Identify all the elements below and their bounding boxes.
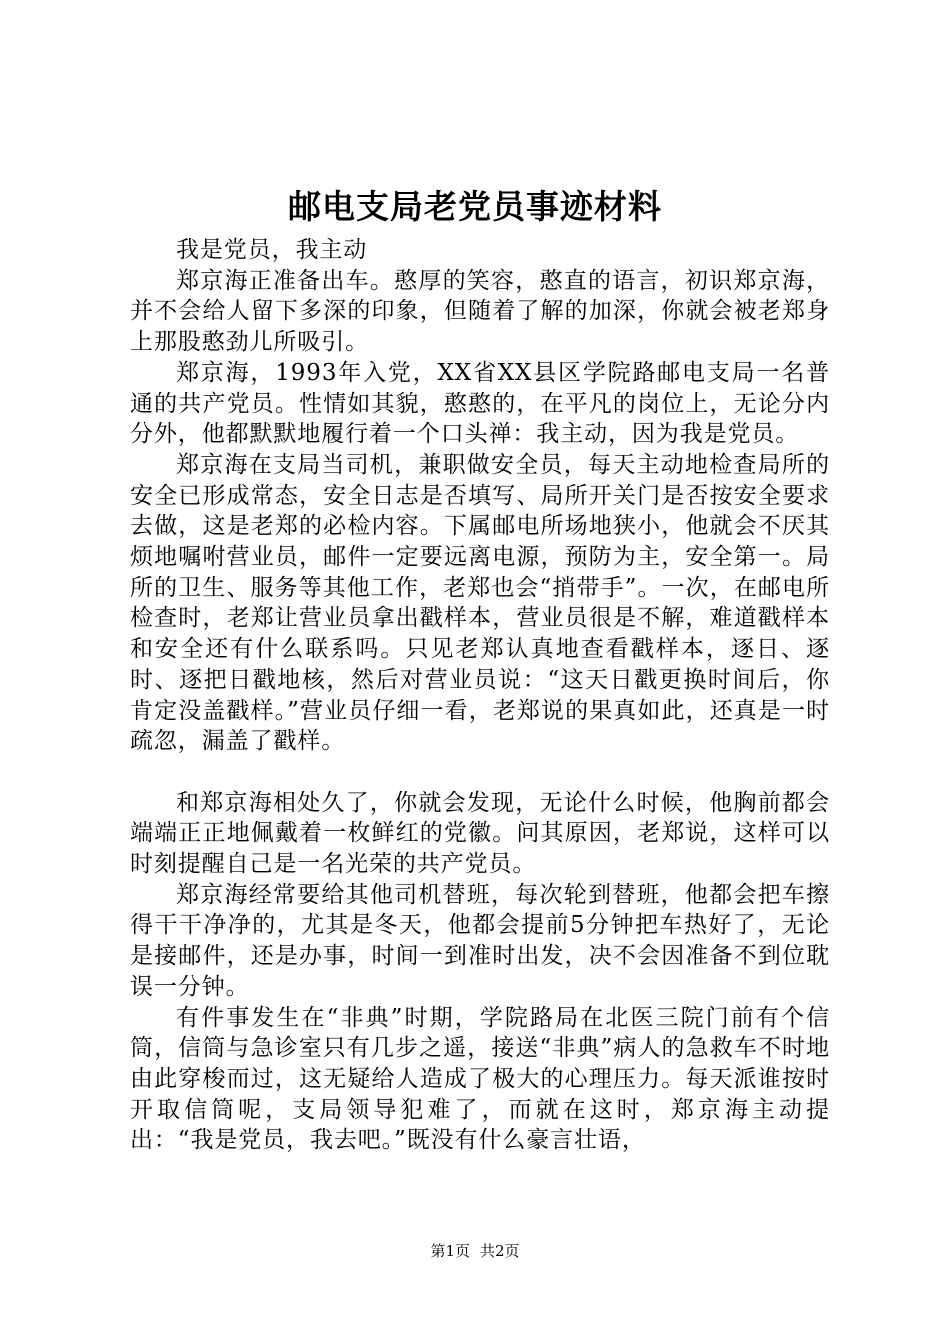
document-title: 邮电支局老党员事迹材料 (288, 187, 662, 226)
paragraph: 郑京海经常要给其他司机替班，每次轮到替班，他都会把车擦得干干净净的，尤其是冬天，他都会提前5分钟把车热好了，无论是接邮件，还是办事，时间一到准时出发，决不会因准备不到位耽误一分钟。 (130, 881, 830, 1000)
paragraph-subtitle: 我是党员，我主动 (176, 237, 368, 263)
paragraph: 和郑京海相处久了，你就会发现，无论什么时候，他胸前都会端端正正地佩戴着一枚鲜红的党徽。问其原因，老郑说，这样可以时刻提醒自己是一名光荣的共产党员。 (130, 789, 830, 878)
paragraph: 有件事发生在“非典”时期，学院路局在北医三院门前有个信筒，信筒与急诊室只有几步之遥，接送“非典”病人的急救车不时地由此穿梭而过，这无疑给人造成了极大的心理压力。每天派谁按时开取信筒呢，支局领导犯难了，而就在这时，郑京海主动提出：“我是党员，我去吧。”既没有什么豪言壮语， (130, 1004, 830, 1154)
paragraph: 郑京海，1993年入党，XX省XX县区学院路邮电支局一名普通的共产党员。性情如其貌，憨憨的，在平凡的岗位上，无论分内分外，他都默默地履行着一个口头禅：我主动，因为我是党员。 (130, 359, 830, 448)
page-total: 共2页 (480, 1242, 520, 1260)
paragraph: 郑京海正准备出车。憨厚的笑容，憨直的语言，初识郑京海，并不会给人留下多深的印象，但随着了解的加深，你就会被老郑身上那股憨劲儿所吸引。 (130, 267, 830, 356)
page-footer (0, 1239, 950, 1263)
document-body (130, 235, 830, 1156)
page-number: 第1页 (430, 1242, 470, 1260)
paragraph: 郑京海在支局当司机，兼职做安全员，每天主动地检查局所的安全已形成常态，安全日志是否填写、局所开关门是否按安全要求去做，这是老郑的必检内容。下属邮电所场地狭小，他就会不厌其烦地嘱咐营业员，邮件一定要远离电源，预防为主，安全第一。局所的卫生、服务等其他工作，老郑也会“捎带手”。一次，在邮电所检查时，老郑让营业员拿出戳样本，营业员很是不解，难道戳样本和安全还有什么联系吗。只见老郑认真地查看戳样本，逐日、逐时、逐把日戳地核，然后对营业员说：“这天日戳更换时间后，你肯定没盖戳样。”营业员仔细一看，老郑说的果真如此，还真是一时疏忽，漏盖了戳样。 (130, 451, 830, 755)
